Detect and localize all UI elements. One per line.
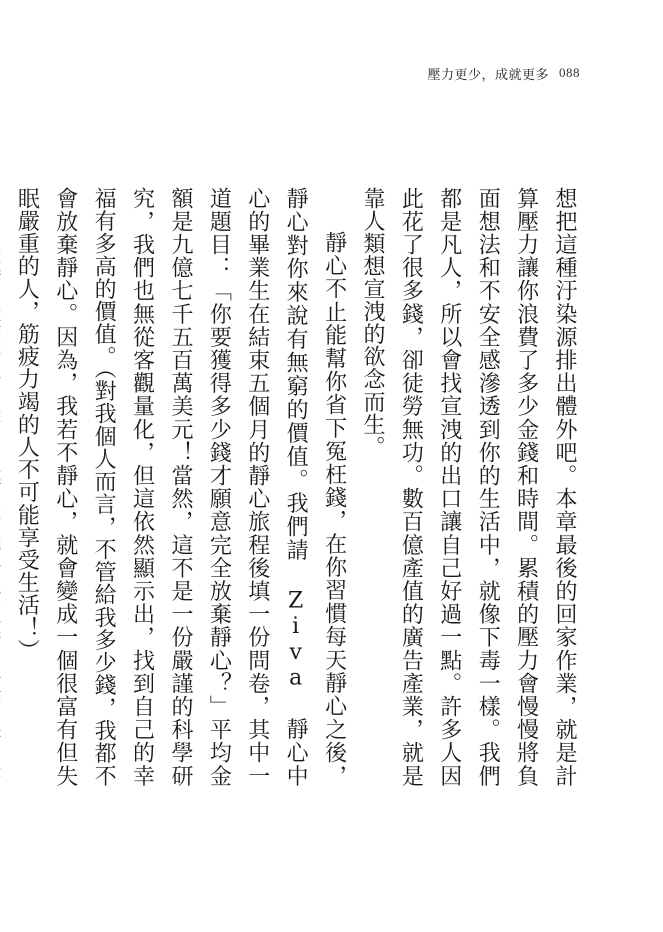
body-text (0, 187, 583, 787)
paragraph-2: 靜心不止能幫你省下冤枉錢，在你習慣每天靜心之後，靜心對你來說有無窮的價值。我們請 Ziva 靜心中心的畢業生在結束五個月的靜心旅程後填一份問卷，其中一道題目：「你要獲得多少錢才願意完全放棄靜心？」平均金額是九億七千五百萬美元！當然，這不是一份嚴謹的科學研究，我們也無從客觀量化，但這依然顯示出，找到自己的幸福有多高的價值。（對我個人而言，不管給我多少錢，我都不會放棄靜心。因為，我若不靜心，就會變成一個很富有但失眠嚴重的人，筋疲力竭的人不可能享受生活！） (14, 187, 347, 787)
running-header (330, 63, 580, 83)
book-title: 壓力更少，成就更多 (427, 67, 549, 83)
paragraph-3 (0, 187, 7, 787)
paragraph-1: 想把這種汙染源排出體外吧。本章最後的回家作業，就是計算壓力讓你浪費了多少金錢和時間。累積的壓力會慢慢將負面想法和不安全感滲透到你的生活中，就像下毒一樣。我們都是凡人，所以會找宣洩的出口讓自己好過一點。許多人因此花了很多錢，卻徒勞無功。數百億產值的廣告產業，就是靠人類想宣洩的欲念而生。 (359, 187, 577, 787)
page-number: 088 (559, 65, 580, 80)
